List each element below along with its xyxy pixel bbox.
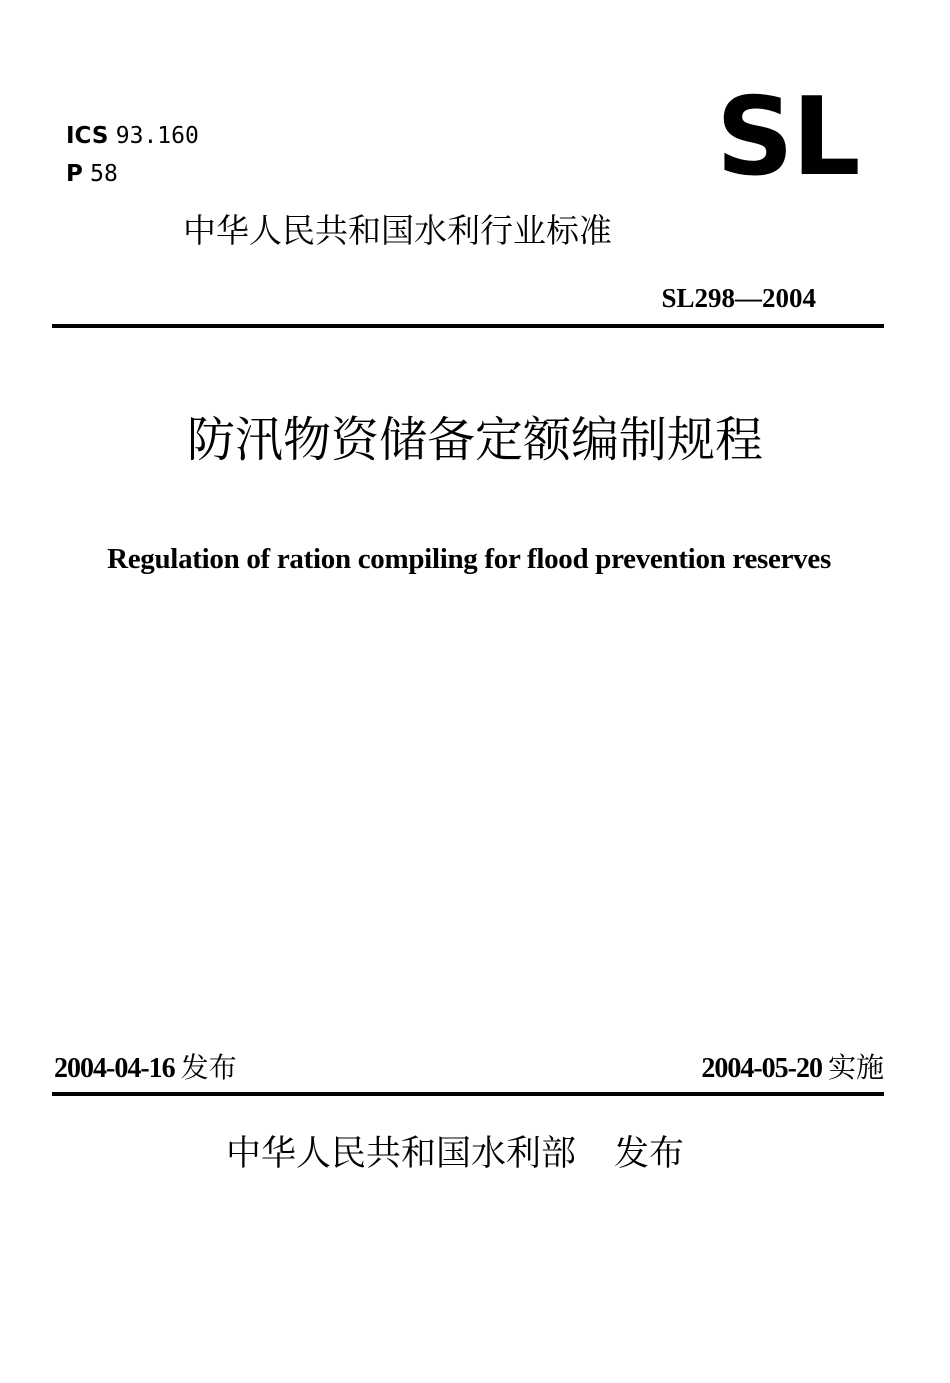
top-divider <box>52 324 884 328</box>
implementation-date-row <box>701 1048 884 1089</box>
p-code <box>66 160 118 188</box>
industry-standard-heading: 中华人民共和国水利行业标准 <box>183 211 612 250</box>
implementation-action: 实施 <box>827 1051 884 1084</box>
publisher-name: 中华人民共和国水利部 <box>226 1134 577 1174</box>
publisher-line <box>226 1130 684 1178</box>
ics-value: 93.160 <box>115 123 199 149</box>
standard-number: SL298—2004 <box>661 283 816 313</box>
issue-date-row <box>54 1048 237 1089</box>
document-title-chinese: 防汛物资储备定额编制规程 <box>186 412 763 468</box>
ics-code <box>66 122 199 150</box>
implementation-date: 2004-05-20 <box>701 1053 822 1084</box>
bottom-divider <box>52 1092 884 1096</box>
issue-action: 发布 <box>180 1051 237 1084</box>
p-label: P <box>66 161 83 187</box>
publisher-action: 发布 <box>614 1134 685 1174</box>
p-value: 58 <box>90 161 118 187</box>
document-title-english: Regulation of ration compiling for flood prevention reserves <box>107 543 831 575</box>
issue-date: 2004-04-16 <box>54 1053 175 1084</box>
sl-logo: SL <box>716 75 859 200</box>
ics-label: ICS <box>66 123 109 149</box>
